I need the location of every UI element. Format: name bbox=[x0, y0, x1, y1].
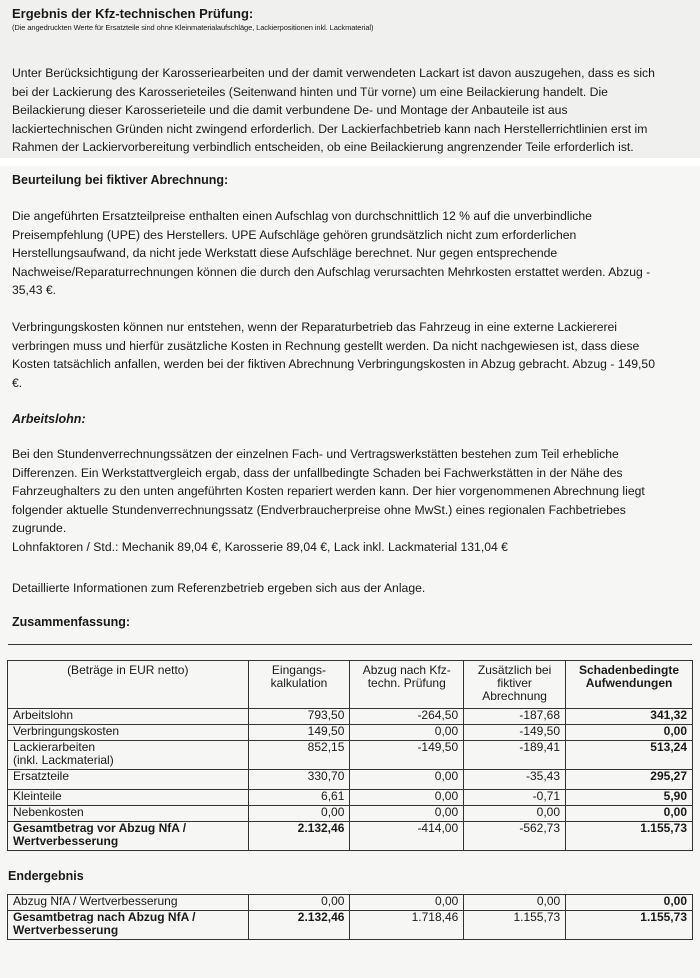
header-cell: Zusätzlich bei fiktiver Abrechnung bbox=[464, 661, 566, 709]
labor-rates: Lohnfaktoren / Std.: Mechanik 89,04 €, Karosserie 89,04 €, Lack inkl. Lackmaterial 131,04 € bbox=[12, 539, 508, 554]
value-cell: 0,00 bbox=[464, 806, 566, 822]
value-cell: 1.155,73 bbox=[566, 822, 693, 851]
text-line: Beilackierung dieser Karosserieteile und die damit verbundene De- und Montage der Anbauteile ist aus bbox=[12, 103, 568, 118]
value-cell: -149,50 bbox=[350, 741, 464, 770]
row-label: Abzug NfA / Wertverbesserung bbox=[8, 895, 249, 911]
text-line: zugrunde. bbox=[12, 521, 67, 536]
table-row bbox=[8, 770, 693, 790]
text-line: Kosten tatsächlich anfallen, werden bei der fiktiven Abrechnung Verbringungskosten in Abzug gebracht. Abzug - 149,50 bbox=[12, 357, 655, 372]
value-cell: 149,50 bbox=[248, 725, 350, 741]
section2-title: Beurteilung bei fiktiver Abrechnung: bbox=[12, 173, 229, 187]
text-line: Die angeführten Ersatzteilpreise enthalten einen Aufschlag von durchschnittlich 12 % auf die unverbindliche bbox=[12, 209, 592, 223]
section1-body bbox=[12, 64, 700, 157]
table-row bbox=[8, 806, 693, 822]
row-label: Lackierarbeiten (inkl. Lackmaterial) bbox=[8, 741, 249, 770]
row-label: Nebenkosten bbox=[8, 806, 249, 822]
result-table bbox=[7, 894, 693, 940]
summary-table bbox=[7, 660, 693, 851]
section2-para1 bbox=[12, 207, 700, 300]
text-line: Fahrzeughalters zu den unten angeführten Kosten repariert werden kann. Der hier vorgenommenen Abrechnung liegt bbox=[12, 484, 645, 499]
table-row bbox=[8, 741, 693, 770]
table-row-total bbox=[8, 911, 693, 940]
header-cell: Eingangs- kalkulation bbox=[248, 661, 350, 709]
table-row bbox=[8, 725, 693, 741]
value-cell: 341,32 bbox=[566, 709, 693, 725]
value-cell: 793,50 bbox=[248, 709, 350, 725]
header-cell: Schadenbedingte Aufwendungen bbox=[566, 661, 693, 709]
value-cell: 2.132,46 bbox=[248, 822, 350, 851]
header-cell: Abzug nach Kfz- techn. Prüfung bbox=[350, 661, 464, 709]
summary-title: Zusammenfassung: bbox=[12, 615, 131, 629]
section3-title: Arbeitslohn: bbox=[12, 412, 86, 426]
text-line: Verbringungskosten können nur entstehen, wenn der Reparaturbetrieb das Fahrzeug in eine externe Lackiererei bbox=[12, 320, 618, 334]
table-row bbox=[8, 790, 693, 806]
value-cell: 0,00 bbox=[248, 806, 350, 822]
value-cell: -149,50 bbox=[464, 725, 566, 741]
value-cell: 330,70 bbox=[248, 770, 350, 790]
table-row-total bbox=[8, 822, 693, 851]
summary-divider bbox=[8, 644, 692, 645]
summary-header-row bbox=[8, 661, 693, 709]
reference-note: Detaillierte Informationen zum Referenzbetrieb ergeben sich aus der Anlage. bbox=[12, 581, 426, 595]
value-cell: 0,00 bbox=[464, 895, 566, 911]
row-label: Gesamtbetrag nach Abzug NfA / Wertverbesserung bbox=[8, 911, 249, 940]
section1-title: Ergebnis der Kfz-technischen Prüfung: bbox=[12, 6, 254, 21]
value-cell: 1.155,73 bbox=[566, 911, 693, 940]
value-cell: 0,00 bbox=[248, 895, 350, 911]
value-cell: -187,68 bbox=[464, 709, 566, 725]
value-cell: 2.132,46 bbox=[248, 911, 350, 940]
value-cell: 0,00 bbox=[566, 895, 693, 911]
table-row bbox=[8, 895, 693, 911]
value-cell: 0,00 bbox=[350, 806, 464, 822]
text-line: Preisempfehlung (UPE) des Herstellers. UPE Aufschläge gehören grundsätzlich nicht zum erforderlichen bbox=[12, 227, 577, 242]
value-cell: 6,61 bbox=[248, 790, 350, 806]
text-line: bei der Lackierung des Karosserieteiles (Seitenwand hinten und Tür vorne) um eine Beilackierung handelt. Die bbox=[12, 84, 608, 99]
text-line: verbringen muss und hierfür zusätzliche Kosten in Rechnung gestellt werden. Da nicht nachgewiesen ist, dass diese bbox=[12, 338, 640, 353]
value-cell: 295,27 bbox=[566, 770, 693, 790]
section3-para1 bbox=[12, 445, 700, 557]
row-label: Verbringungskosten bbox=[8, 725, 249, 741]
value-cell: 0,00 bbox=[350, 790, 464, 806]
value-cell: 0,00 bbox=[350, 895, 464, 911]
row-label: Gesamtbetrag vor Abzug NfA / Wertverbesserung bbox=[8, 822, 249, 851]
row-label: Kleinteile bbox=[8, 790, 249, 806]
value-cell: 5,90 bbox=[566, 790, 693, 806]
value-cell: -35,43 bbox=[464, 770, 566, 790]
text-line: Differenzen. Ein Werkstattvergleich ergab, dass der unfallbedingte Schaden bei Fachwerkstätten in der Nähe des bbox=[12, 465, 623, 480]
value-cell: 1.155,73 bbox=[464, 911, 566, 940]
value-cell: -189,41 bbox=[464, 741, 566, 770]
value-cell: 0,00 bbox=[350, 725, 464, 741]
text-line: lackiertechnischen Gründen nicht zwingend erforderlich. Der Lackierfachbetrieb kann nach Herstellerrichtlinien erst im bbox=[12, 121, 648, 136]
text-line: Nachweise/Reparaturrechnungen können die durch den Aufschlag verursachten Mehrkosten erstattet werden. Abzug - bbox=[12, 264, 651, 279]
scan-gap bbox=[0, 158, 700, 166]
text-line: 35,43 €. bbox=[12, 283, 57, 298]
text-line: Herstellungsaufwand, da nicht jede Werkstatt diese Aufschläge berechnet. Nur gegen entsprechende bbox=[12, 246, 558, 261]
header-cell: (Beträge in EUR netto) bbox=[8, 661, 249, 709]
text-line: Rahmen der Lackiervorbereitung verbindlich entscheiden, ob eine Beilackierung angrenzender Teile erforderlich ist. bbox=[12, 140, 634, 155]
value-cell: 0,00 bbox=[566, 725, 693, 741]
value-cell: 1.718,46 bbox=[350, 911, 464, 940]
value-cell: -0,71 bbox=[464, 790, 566, 806]
section2-para2 bbox=[12, 318, 700, 392]
table-row bbox=[8, 709, 693, 725]
row-label: Arbeitslohn bbox=[8, 709, 249, 725]
section1-note: (Die angedruckten Werte für Ersatzteile sind ohne Kleinmaterialaufschläge, Lackierpositionen inkl. Lackmaterial) bbox=[12, 23, 374, 32]
value-cell: 852,15 bbox=[248, 741, 350, 770]
text-line: €. bbox=[12, 375, 23, 390]
value-cell: 0,00 bbox=[350, 770, 464, 790]
row-label: Ersatzteile bbox=[8, 770, 249, 790]
value-cell: 0,00 bbox=[566, 806, 693, 822]
result-title: Endergebnis bbox=[8, 869, 84, 883]
value-cell: -264,50 bbox=[350, 709, 464, 725]
text-line: folgender aktuelle Stundenverrechnungssatz (Endverbraucherpreise ohne MwSt.) eines regionalen Fachbetriebes bbox=[12, 502, 626, 517]
text-line: Bei den Stundenverrechnungssätzen der einzelnen Fach- und Vertragswerkstätten bestehen zum Teil erhebliche bbox=[12, 447, 619, 461]
text-line: Unter Berücksichtigung der Karosseriearbeiten und der damit verwendeten Lackart ist davon auszugehen, dass es sich bbox=[12, 66, 655, 80]
value-cell: 513,24 bbox=[566, 741, 693, 770]
value-cell: -414,00 bbox=[350, 822, 464, 851]
value-cell: -562,73 bbox=[464, 822, 566, 851]
